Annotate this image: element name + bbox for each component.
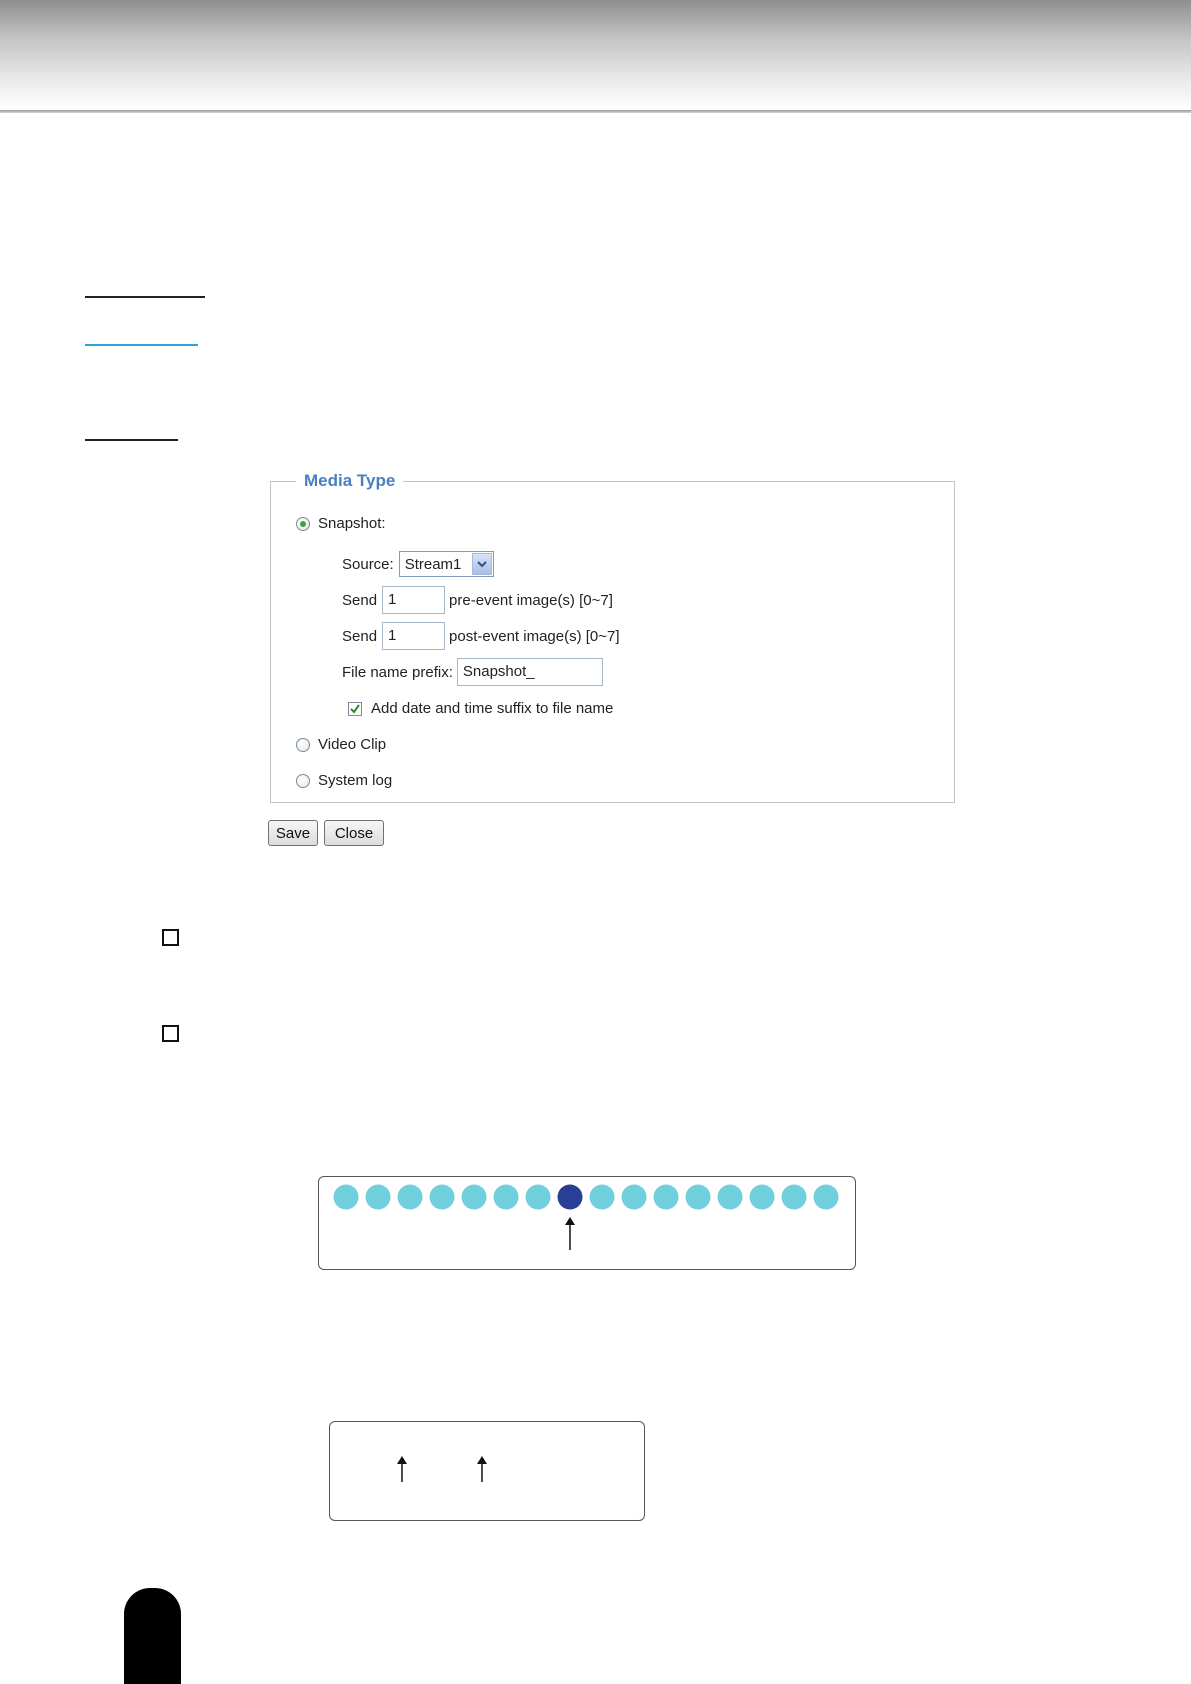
pre-event-input[interactable]: 1 [382, 586, 445, 614]
up-arrow-icon [477, 1456, 487, 1482]
up-arrow-icon [565, 1217, 575, 1250]
frame-dot [686, 1185, 711, 1210]
frame-dot [398, 1185, 423, 1210]
bullet-square-1 [162, 929, 179, 946]
frame-dot [750, 1185, 775, 1210]
check-icon [349, 703, 361, 715]
prefix-label: File name prefix: [342, 663, 453, 681]
section-underline-3 [85, 439, 178, 441]
bullet-square-2 [162, 1025, 179, 1042]
page-header-band [0, 0, 1191, 110]
source-row [342, 551, 494, 577]
post-event-row [342, 622, 620, 650]
pre-event-label: pre-event image(s) [0~7] [449, 591, 613, 609]
source-label: Source: [342, 555, 394, 573]
interval-svg [330, 1422, 643, 1519]
header-divider [0, 110, 1191, 113]
frame-dot [622, 1185, 647, 1210]
source-select[interactable] [399, 551, 494, 577]
close-button[interactable]: Close [324, 820, 384, 846]
snapshot-radio[interactable] [296, 517, 310, 531]
frame-dot [718, 1185, 743, 1210]
snapshot-label: Snapshot: [318, 515, 386, 532]
pre-event-row [342, 586, 613, 614]
page-tab-marker [124, 1588, 181, 1684]
system-log-radio[interactable] [296, 774, 310, 788]
frame-dot [366, 1185, 391, 1210]
save-button[interactable]: Save [268, 820, 318, 846]
section-underline-1 [85, 296, 205, 298]
media-type-legend: Media Type [296, 471, 403, 491]
frame-timeline-svg [319, 1177, 854, 1268]
section-underline-2 [85, 344, 198, 346]
frame-dot [526, 1185, 551, 1210]
frame-dot [430, 1185, 455, 1210]
trigger-frame-dot [558, 1185, 583, 1210]
frame-dot [654, 1185, 679, 1210]
source-select-value: Stream1 [404, 555, 462, 573]
chevron-down-icon[interactable] [472, 553, 492, 575]
frame-dot [782, 1185, 807, 1210]
snapshot-option[interactable] [296, 515, 386, 532]
video-clip-radio[interactable] [296, 738, 310, 752]
interval-diagram [329, 1421, 645, 1521]
video-clip-option[interactable] [296, 736, 386, 753]
prefix-row [342, 658, 603, 686]
suffix-option[interactable] [348, 700, 613, 717]
pre-event-send-label: Send [342, 591, 378, 609]
prefix-input[interactable]: Snapshot_ [457, 658, 603, 686]
up-arrow-icon [397, 1456, 407, 1482]
frame-dot [462, 1185, 487, 1210]
video-clip-label: Video Clip [318, 736, 387, 753]
frame-dot [334, 1185, 359, 1210]
post-event-send-label: Send [342, 627, 378, 645]
frame-dot [590, 1185, 615, 1210]
frame-dot [814, 1185, 839, 1210]
frame-timeline-diagram [318, 1176, 856, 1270]
frame-dot [494, 1185, 519, 1210]
system-log-option[interactable] [296, 772, 392, 789]
suffix-checkbox[interactable] [348, 702, 362, 716]
suffix-label: Add date and time suffix to file name [371, 700, 614, 717]
system-log-label: System log [318, 772, 393, 789]
post-event-input[interactable]: 1 [382, 622, 445, 650]
post-event-label: post-event image(s) [0~7] [449, 627, 620, 645]
